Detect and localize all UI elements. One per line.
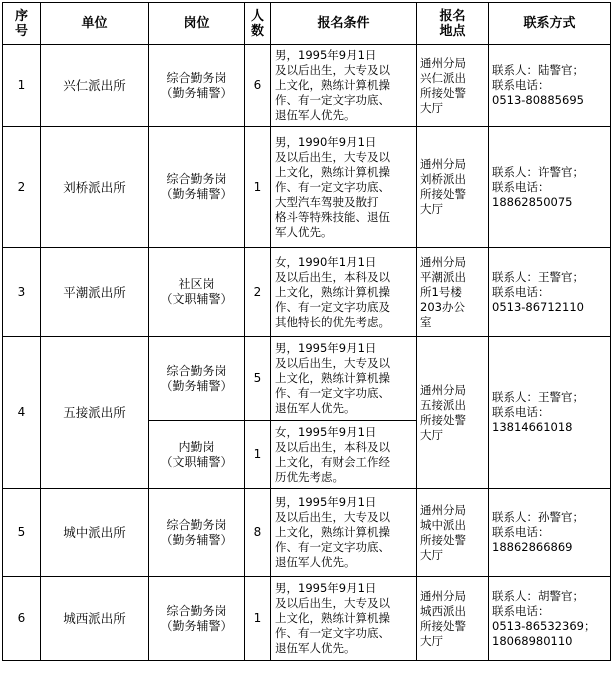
- cell-seq: 1: [3, 45, 41, 127]
- cell-location: 通州分局 五接派出 所接处警 大厅: [417, 337, 489, 489]
- cell-post: 内勤岗 （文职辅警）: [149, 421, 245, 489]
- cell-post: 综合勤务岗 （勤务辅警）: [149, 577, 245, 661]
- cell-requirements: 男，1995年9月1日 及以后出生，大专及以 上文化，熟练计算机操 作、有一定文字功底、 退伍军人优先。: [271, 577, 417, 661]
- header-unit: 单位: [41, 3, 149, 45]
- cell-post: 社区岗 （文职辅警）: [149, 248, 245, 337]
- cell-seq: 6: [3, 577, 41, 661]
- cell-requirements: 女，1990年1月1日 及以后出生，本科及以 上文化，熟练计算机操 作、有一定文字功底及 其他特长的优先考虑。: [271, 248, 417, 337]
- header-contact: 联系方式: [489, 3, 611, 45]
- cell-contact: 联系人：孙警官； 联系电话： 18862866869: [489, 489, 611, 577]
- cell-contact: 联系人：胡警官； 联系电话： 0513-86532369； 18068980110: [489, 577, 611, 661]
- header-row: [3, 3, 611, 45]
- table-row: [3, 577, 611, 661]
- cell-seq: 4: [3, 337, 41, 489]
- table-row: [3, 45, 611, 127]
- cell-unit: 城西派出所: [41, 577, 149, 661]
- cell-post: 综合勤务岗 （勤务辅警）: [149, 45, 245, 127]
- cell-contact: 联系人：陆警官； 联系电话： 0513-80885695: [489, 45, 611, 127]
- table-row: [3, 489, 611, 577]
- header-count: 人 数: [245, 3, 271, 45]
- cell-seq: 3: [3, 248, 41, 337]
- cell-count: 8: [245, 489, 271, 577]
- cell-requirements: 男，1990年9月1日 及以后出生，大专及以 上文化，熟练计算机操 作、有一定文字功底、 大型汽车驾驶及散打 格斗等特殊技能、退伍 军人优先。: [271, 127, 417, 248]
- header-location: 报名 地点: [417, 3, 489, 45]
- cell-requirements: 男，1995年9月1日 及以后出生，大专及以 上文化，熟练计算机操 作、有一定文字功底、 退伍军人优先。: [271, 489, 417, 577]
- cell-location: 通州分局 平潮派出 所1号楼 203办公 室: [417, 248, 489, 337]
- header-seq: 序 号: [3, 3, 41, 45]
- cell-count: 2: [245, 248, 271, 337]
- cell-location: 通州分局 城中派出 所接处警 大厅: [417, 489, 489, 577]
- cell-contact: 联系人：许警官； 联系电话： 18862850075: [489, 127, 611, 248]
- cell-unit: 城中派出所: [41, 489, 149, 577]
- cell-unit: 五接派出所: [41, 337, 149, 489]
- cell-unit: 刘桥派出所: [41, 127, 149, 248]
- cell-location: 通州分局 刘桥派出 所接处警 大厅: [417, 127, 489, 248]
- cell-location: 通州分局 兴仁派出 所接处警 大厅: [417, 45, 489, 127]
- header-requirements: 报名条件: [271, 3, 417, 45]
- cell-count: 5: [245, 337, 271, 421]
- cell-location: 通州分局 城西派出 所接处警 大厅: [417, 577, 489, 661]
- cell-contact: 联系人：王警官； 联系电话： 0513-86712110: [489, 248, 611, 337]
- cell-requirements: 男，1995年9月1日 及以后出生，大专及以 上文化，熟练计算机操 作、有一定文字功底、 退伍军人优先。: [271, 337, 417, 421]
- cell-count: 1: [245, 127, 271, 248]
- cell-count: 1: [245, 421, 271, 489]
- table-row: [3, 337, 611, 421]
- cell-unit: 平潮派出所: [41, 248, 149, 337]
- cell-seq: 5: [3, 489, 41, 577]
- cell-contact: 联系人：王警官； 联系电话： 13814661018: [489, 337, 611, 489]
- header-post: 岗位: [149, 3, 245, 45]
- cell-requirements: 男，1995年9月1日 及以后出生，大专及以 上文化，熟练计算机操 作、有一定文字功底、 退伍军人优先。: [271, 45, 417, 127]
- recruitment-table: [2, 2, 611, 661]
- cell-requirements: 女，1995年9月1日 及以后出生，本科及以 上文化，有财会工作经 历优先考虑。: [271, 421, 417, 489]
- cell-count: 6: [245, 45, 271, 127]
- table-row: [3, 127, 611, 248]
- cell-post: 综合勤务岗 （勤务辅警）: [149, 489, 245, 577]
- cell-post: 综合勤务岗 （勤务辅警）: [149, 337, 245, 421]
- cell-count: 1: [245, 577, 271, 661]
- table-row: [3, 248, 611, 337]
- cell-unit: 兴仁派出所: [41, 45, 149, 127]
- cell-seq: 2: [3, 127, 41, 248]
- cell-post: 综合勤务岗 （勤务辅警）: [149, 127, 245, 248]
